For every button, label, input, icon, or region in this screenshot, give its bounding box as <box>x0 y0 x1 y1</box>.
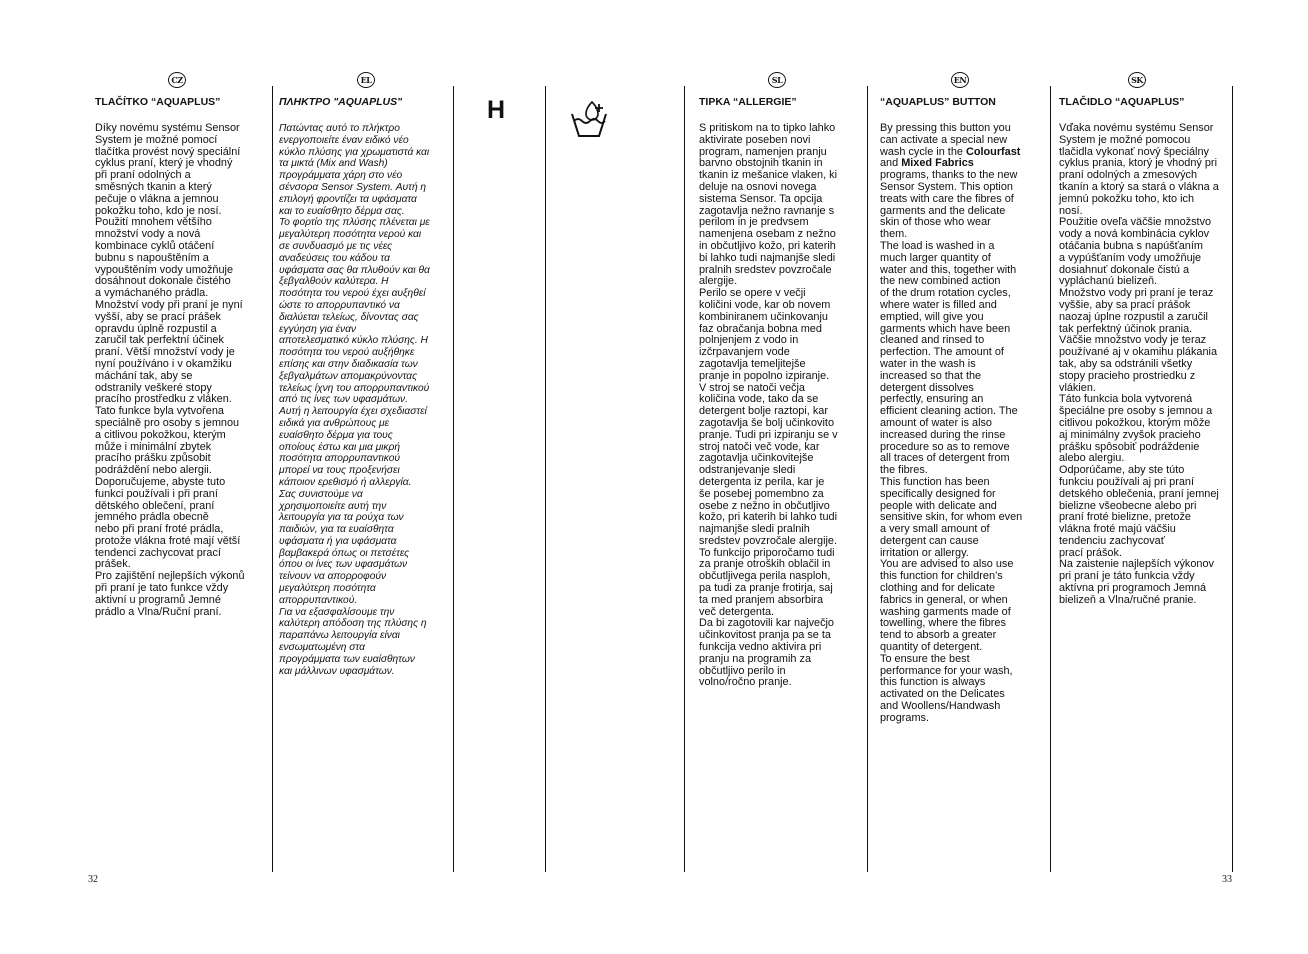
section-heading-en: “AQUAPLUS” BUTTON <box>880 96 996 108</box>
column-divider <box>453 86 454 872</box>
column-divider <box>545 86 546 872</box>
section-heading-cz: TLAČÍTKO “AQUAPLUS” <box>95 96 221 108</box>
section-heading-sk: TLAČIDLO “AQUAPLUS” <box>1059 96 1185 108</box>
body-text-sk: Vďaka novému systému Sensor System je možné pomocou tlačidla vykonať nový špeciálny cyklus prania, ktorý je vhodný pri praní odolných a zmesových tkanín a ktorý sa stará o vlákna a jemnú pokožku toho, kto ich nosí. Použitie oveľa väčšie množstvo vody a nová kombinácia cyklov otáčania bubna s napúšťaním a vypúšťaním vody umožňuje dosiahnuť dokonale čistú a vypláchanú bielizeň. Množstvo vody pri praní je teraz vyššie, aby sa prací prášok naozaj úplne rozpustil a zaručil tak perfektný účinok prania. Väčšie množstvo vody je teraz používané aj v okamihu plákania tak, aby sa odstránili všetky stopy pracieho prostriedku z vlákien. Táto funkcia bola vytvorená špeciálne pre osoby s jemnou a citlivou pokožkou, ktorým môže aj minimálny zvyšok pracieho prášku spôsobiť podráždenie alebo alergiu. Odporúčame, aby ste túto funkciu používali aj pri praní detského oblečenia, praní jemnej bielizne všeobecne alebo pri praní froté bielizne, pretože vlákna froté majú väčšiu tendenciu zachycovať prací prášok. Na zaistenie najlepších výkonov pri praní je táto funkcia vždy aktívna pri programoch Jemná bielizeň a Vlna/ručné pranie. <box>1059 122 1219 606</box>
column-divider <box>1050 86 1051 872</box>
page-number-left: 32 <box>88 874 98 885</box>
section-letter: H <box>487 96 506 124</box>
language-badge-en: EN <box>951 72 969 88</box>
column-divider <box>867 86 868 872</box>
column-divider <box>272 86 273 872</box>
language-badge-sl: SL <box>768 72 786 88</box>
section-heading-el: ΠΛΗΚΤΡΟ "AQUAPLUS" <box>279 96 403 108</box>
program-name-colourfast: Colourfast <box>965 145 1021 158</box>
language-badge-cz: CZ <box>168 72 186 88</box>
body-text-sl: S pritiskom na to tipko lahko aktivirate poseben novi program, namenjen pranju barvno obstojnih tkanin in tkanin iz mešanice vlaken, ki deluje na osnovi novega sistema Sensor. Ta opcija zagotavlja nežno ravnanje s perilom in je predvsem namenjena osebam z nežno in občutljivo kožo, pri katerih bi lahko tudi najmanjše sledi pralnih sredstev povzročale alergije. Perilo se opere v večji količini vode, kar ob novem kombiniranem učinkovanju faz obračanja bobna med polnjenjem z vodo in izčrpavanjem vode zagotavlja temeljitejše pranje in popolno izpiranje. V stroj se natoči večja količina vode, tako da se detergent bolje raztopi, kar zagotavlja še bolj učinkovito pranje. Tudi pri izpiranju se v stroj natoči več vode, kar zagotavlja učinkovitejše odstranjevanje sledi detergenta iz perila, kar je še posebej pomembno za osebe z nežno in občutljivo kožo, pri katerih bi lahko tudi najmanjše sledi pralnih sredstev povzročale alergije. To funkcijo priporočamo tudi za pranje otroških oblačil in občutljivega perila nasploh, pa tudi za pranje frotirja, saj ta med pranjem absorbira več detergenta. Da bi zagotovili kar največjo učinkovitost pranja pa se ta funkcija vedno aktivira pri pranju na programih za občutljivo perilo in volno/ročno pranje. <box>699 122 838 689</box>
body-text-cz: Díky novému systému Sensor System je možné pomocí tlačítka provést nový speciální cyklus praní, který je vhodný při praní odolných a směsných tkanin a který pečuje o vlákna a jemnou pokožku toho, kdo je nosí. Použití mnohem většího množství vody a nová kombinace cyklů otáčení bubnu s napouštěním a vypouštěním vody umožňuje dosáhnout dokonale čistého a vymáchaného prádla. Množství vody při praní je nyní vyšší, aby se prací prášek opravdu úplně rozpustil a zaručil tak perfektní účinek praní. Větší množství vody je nyní používáno i v okamžiku máchání tak, aby se odstranily veškeré stopy pracího prostředku z vláken. Tato funkce byla vytvořena speciálně pro osoby s jemnou a citlivou pokožkou, kterým může i minimální zbytek pracího prášku způsobit podráždění nebo alergii. Doporučujeme, abyste tuto funkci používali i při praní dětského oblečení, praní jemného prádla obecně nebo při praní froté prádla, protože vlákna froté mají větší tendenci zachycovat prací prášek. Pro zajištění nejlepších výkonů při praní je tato funkce vždy aktivní u programů Jemné prádlo a Vlna/Ruční praní. <box>95 122 245 618</box>
column-divider <box>1232 86 1233 872</box>
column-divider <box>684 86 685 872</box>
language-badge-el: EL <box>357 72 375 88</box>
language-badge-sk: SK <box>1128 72 1146 88</box>
body-text-el: Πατώντας αυτό το πλήκτρο ενεργοποιείτε έναν ειδικό νέο κύκλο πλύσης για χρωματιστά και τα μικτά (Mix and Wash) προγράμματα χάρη στο νέο σένσορα Sensor System. Αυτή η επιλογή φροντίζει τα υφάσματα και το ευαίσθητο δέρμα σας. Το φορτίο της πλύσης πλένεται με μεγαλύτερη ποσότητα νερού και σε συνδυασμό με τις νέες αναδεύσεις του κάδου τα υφάσματα σας θα πλυθούν και θα ξεβγαλθούν καλύτερα. Η ποσότητα του νερού έχει αυξηθεί ώστε το απορρυπαντικό να διαλύεται τελείως, δίνοντας σας εγγύηση για έναν αποτελεσματικό κύκλο πλύσης. Η ποσότητα του νερού αυξήθηκε επίσης και στην διαδικασία των ξεβγαλμάτων απομακρύνοντας τελείως ίχνη του απορρυπαντικού από τις ίνες των υφασμάτων. Αυτή η λειτουργία έχει σχεδιαστεί ειδικά για ανθρώπους με ευαίσθητο δέρμα για τους οποίους έστω και μια μικρή ποσότητα απορρυπαντικού μπορεί να τους προξενήσει κάποιον ερεθισμό ή αλλεργία. Σας συνιστούμε να χρησιμοποιείτε αυτή την λειτουργία για τα ρούχα των παιδιών, για τα ευαίσθητα υφάσματα ή για υφάσματα βαμβακερά όπως οι πετσέτες όπου οι ίνες των υφασμάτων τείνουν να απορροφούν μεγαλύτερη ποσότητα απορρυπαντικού. Για να εξασφαλίσουμε την καλύτερη απόδοση της πλύσης η παραπάνω λειτουργία είναι ενσωματωμένη στα προγράμματα των ευαίσθητων και μάλλινων υφασμάτων. <box>279 123 430 677</box>
program-name-mixed-fabrics: Mixed Fabrics <box>901 157 974 170</box>
page-number-right: 33 <box>1222 874 1232 885</box>
wash-tub-plus-icon <box>568 100 610 142</box>
body-text-en: By pressing this button you can activate a special new wash cycle in the Colourfast and Mixed Fabrics programs, thanks to the new Sensor System. This option treats with care the fibres of garments and the delicate skin of those who wear them. The load is washed in a much larger quantity of water and this, together with the new combined action of the drum rotation cycles, where water is filled and emptied, will give you garments which have been cleaned and rinsed to perfection. The amount of water in the wash is increased so that the detergent dissolves perfectly, ensuring an efficient cleaning action. The amount of water is also increased during the rinse procedure so as to remove all traces of detergent from the fibres. This function has been specifically designed for people with delicate and sensitive skin, for whom even a very small amount of detergent can cause irritation or allergy. You are advised to also use this function for children’s clothing and for delicate fabrics in general, or when washing garments made of towelling, where the fibres tend to absorb a greater quantity of detergent. To ensure the best performance for your wash, this function is always activated on the Delicates and Woollens/Handwash programs. <box>880 122 1023 724</box>
section-heading-sl: TIPKA “ALLERGIE” <box>699 96 797 108</box>
